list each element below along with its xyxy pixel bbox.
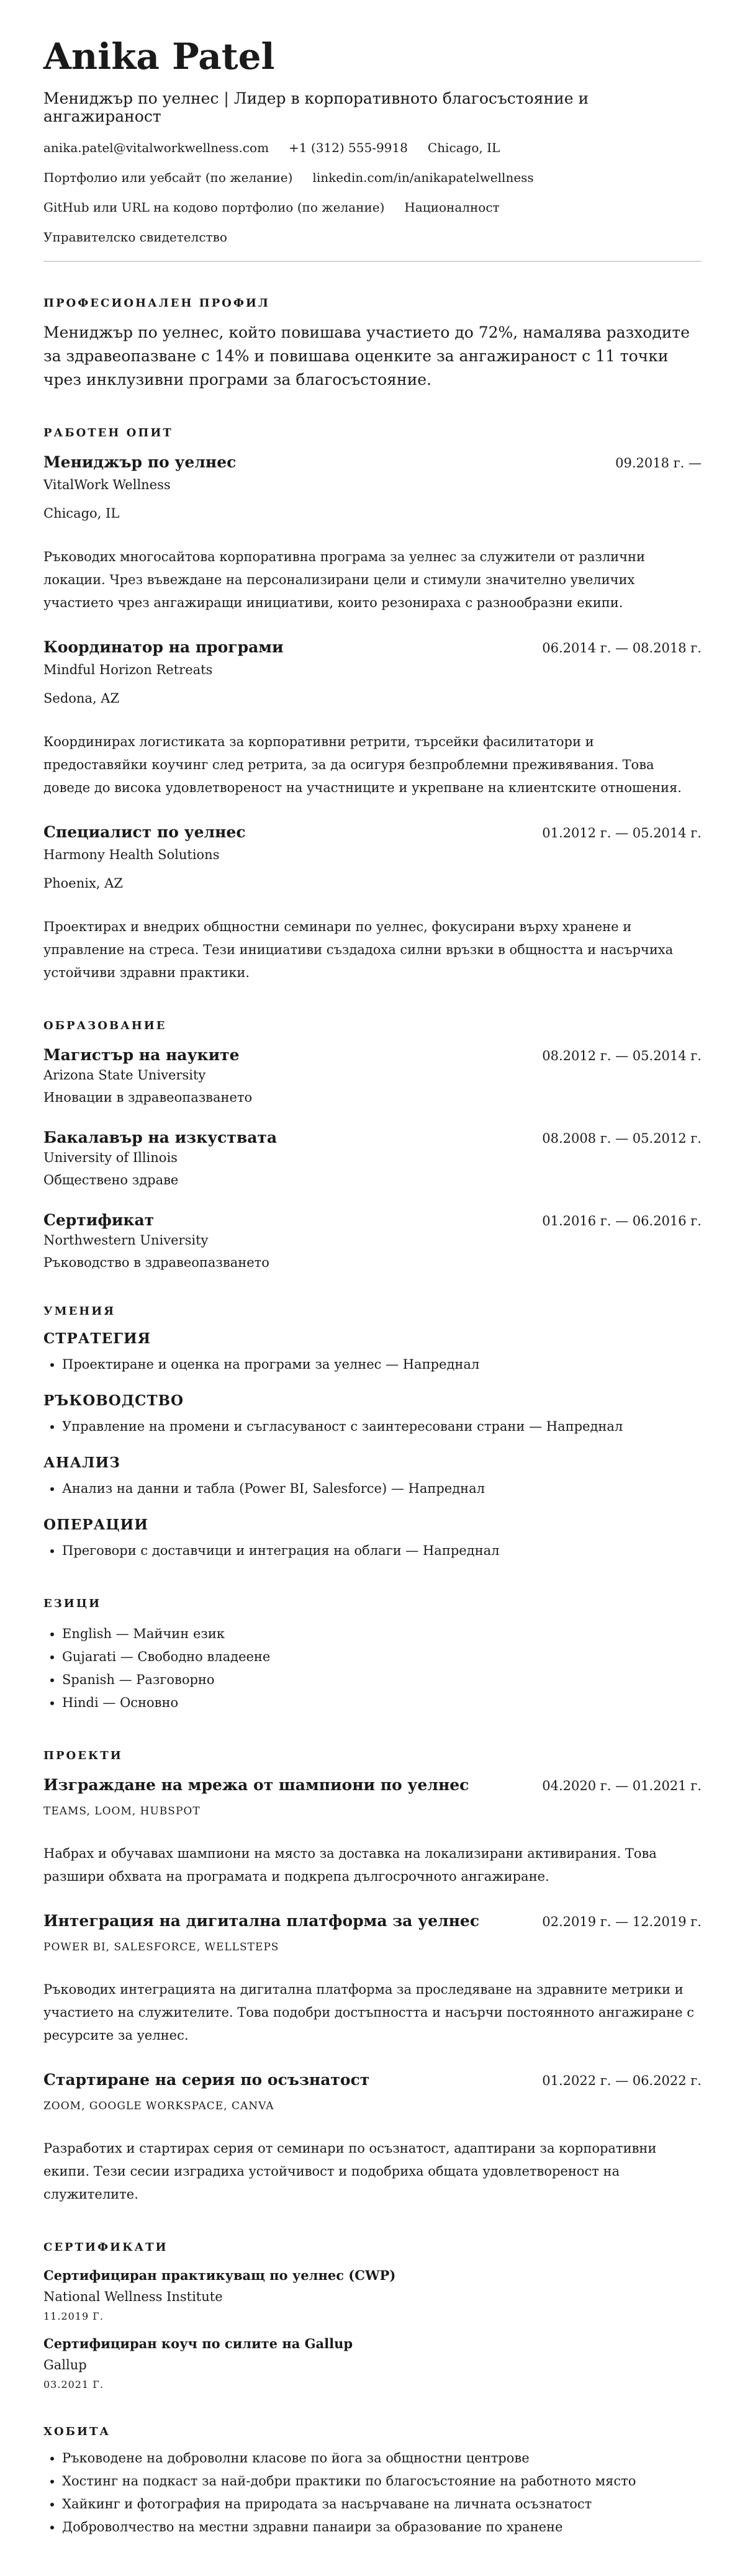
projects-section <box>43 1749 702 2206</box>
certificate-date: 03.2021 Г. <box>43 2378 104 2390</box>
section-title-skills: УМЕНИЯ <box>43 1304 116 1318</box>
resume-header <box>43 37 702 245</box>
contact-row-4 <box>43 230 702 245</box>
project-description: Разработих и стартирах серия от семинари по осъзнатост, адаптирани за корпоративни екипи. Тези сесии изградиха устойчивост и подобриха общата удовлетвореност на служителите. <box>43 2140 657 2202</box>
section-title-profile: ПРОФЕСИОНАЛЕН ПРОФИЛ <box>43 296 270 310</box>
contact-row-3 <box>43 200 702 215</box>
project-tech: POWER BI, SALESFORCE, WELLSTEPS <box>43 1940 279 1953</box>
experience-item <box>43 453 702 615</box>
education-section <box>43 1019 702 1270</box>
skill-list <box>43 1353 702 1376</box>
job-location: Phoenix, AZ <box>43 875 123 891</box>
nationality-text: Националност <box>404 199 500 215</box>
skill-category: АНАЛИЗ <box>43 1454 120 1471</box>
languages-section <box>43 1597 702 1714</box>
education-item <box>43 1211 702 1270</box>
skill-list <box>43 1477 702 1500</box>
experience-item <box>43 823 702 984</box>
job-description: Координирах логистиката за корпоративни ретрити, търсейки фасилитатори и предоставяйки коучинг след ретрита, за да осигуря безпроблемни преживявания. Това доведе до висока удовлетвореност на участниците и укрепване на клиентските отношения. <box>43 734 682 795</box>
linkedin-link[interactable]: linkedin.com/in/anikapatelwellness <box>312 169 534 185</box>
job-location: Sedona, AZ <box>43 690 120 706</box>
headline: Мениджър по уелнес | Лидер в корпоративното благосъстояние и ангажираност <box>43 89 589 125</box>
project-dates: 04.2020 г. — 01.2021 г. <box>542 1778 702 1793</box>
contact-row-1 <box>43 140 702 155</box>
certificate-item <box>43 2268 702 2322</box>
certificate-date: 11.2019 Г. <box>43 2310 104 2322</box>
hobby-item: • Хайкинг и фотография на природата за насърчаване на личната осъзнатост <box>62 2493 702 2516</box>
project-description: Ръководих интеграцията на дигитална платформа за проследяване на здравните метрики и участието на служителите. Това подобри достъпността и насърчи постоянното ангажиране с ресурсите за уелнес. <box>43 1981 694 2043</box>
job-title: Мениджър по уелнес <box>43 453 237 471</box>
degree-title: Магистър на науките <box>43 1045 240 1064</box>
job-dates: 06.2014 г. — 08.2018 г. <box>542 640 702 655</box>
education-dates: 01.2016 г. — 06.2016 г. <box>542 1213 702 1228</box>
language-item: • Spanish — Разговорно <box>62 1669 702 1691</box>
hobbies-section <box>43 2425 702 2539</box>
language-item: • Gujarati — Свободно владеене <box>62 1646 702 1669</box>
skill-category: СТРАТЕГИЯ <box>43 1330 151 1347</box>
project-item <box>43 1776 702 1888</box>
education-dates: 08.2008 г. — 05.2012 г. <box>542 1130 702 1146</box>
project-description: Набрах и обучавах шампиони на място за доставка на локализирани активирания. Това разшири обхвата на програмата и подкрепа дългосрочното ангажиране. <box>43 1845 657 1884</box>
project-dates: 01.2022 г. — 06.2022 г. <box>542 2073 702 2088</box>
candidate-name: Anika Patel <box>43 35 275 78</box>
project-name: Интеграция на дигитална платформа за уелнес <box>43 1911 480 1930</box>
skill-list <box>43 1539 702 1562</box>
hobby-item: • Доброволчество на местни здравни панаири за образование по хранене <box>62 2516 702 2539</box>
language-item: • English — Майчин език <box>62 1623 702 1646</box>
school-name: Northwestern University <box>43 1232 209 1248</box>
company-name: Mindful Horizon Retreats <box>43 662 213 677</box>
degree-title: Бакалавър на изкуствата <box>43 1128 278 1146</box>
certificates-section <box>43 2241 702 2390</box>
skill-category: ОПЕРАЦИИ <box>43 1516 148 1533</box>
experience-section <box>43 426 702 984</box>
hobby-list <box>43 2447 702 2539</box>
project-tech: ZOOM, GOOGLE WORKSPACE, CANVA <box>43 2099 274 2112</box>
education-item <box>43 1046 702 1105</box>
contact-row-2 <box>43 170 702 185</box>
skill-item: • Преговори с доставчици и интеграция на облаги — Напреднал <box>62 1539 702 1562</box>
field-of-study: Обществено здраве <box>43 1172 179 1187</box>
field-of-study: Ръководство в здравеопазването <box>43 1254 269 1270</box>
skill-category: РЪКОВОДСТВО <box>43 1392 184 1409</box>
job-location: Chicago, IL <box>43 505 120 521</box>
job-description: Ръководих многосайтова корпоративна програма за уелнес за служители от различни локации. Чрез въвеждане на персонализирани цели и стимули значително увеличих участието чрез ангажиращи инициативи, които резонираха с разнообразни екипи. <box>43 549 646 610</box>
certificate-item <box>43 2336 702 2390</box>
certificate-name: Сертифициран практикуващ по уелнес (CWP) <box>43 2267 396 2283</box>
company-name: VitalWork Wellness <box>43 477 171 492</box>
location-text: Chicago, IL <box>427 140 500 155</box>
job-dates: 01.2012 г. — 05.2014 г. <box>542 825 702 840</box>
school-name: Arizona State University <box>43 1067 206 1083</box>
hobby-item: • Хостинг на подкаст за най-добри практики по благосъстояние на работното място <box>62 2470 702 2493</box>
company-name: Harmony Health Solutions <box>43 847 220 862</box>
section-title-experience: РАБОТЕН ОПИТ <box>43 426 173 439</box>
profile-section <box>43 297 702 392</box>
degree-title: Сертификат <box>43 1210 155 1229</box>
github-link[interactable]: GitHub или URL на кодово портфолио (по желание) <box>43 199 385 215</box>
skill-item: • Управление на промени и съгласуваност с заинтересовани страни — Напреднал <box>62 1415 702 1438</box>
project-tech: TEAMS, LOOM, HUBSPOT <box>43 1804 201 1817</box>
project-dates: 02.2019 г. — 12.2019 г. <box>542 1914 702 1929</box>
license-text: Управителско свидетелство <box>43 229 227 245</box>
section-title-certificates: СЕРТИФИКАТИ <box>43 2240 168 2254</box>
experience-item <box>43 638 702 799</box>
skills-section <box>43 1305 702 1562</box>
portfolio-link[interactable]: Портфолио или уебсайт (по желание) <box>43 169 293 185</box>
language-list <box>43 1623 702 1714</box>
job-title: Специалист по уелнес <box>43 822 246 841</box>
certificate-issuer: Gallup <box>43 2357 87 2372</box>
job-title: Координатор на програми <box>43 637 284 656</box>
job-dates: 09.2018 г. — <box>615 455 702 471</box>
skill-item: • Проектиране и оценка на програми за уелнес — Напреднал <box>62 1353 702 1376</box>
section-title-education: ОБРАЗОВАНИЕ <box>43 1019 167 1032</box>
phone-text: +1 (312) 555-9918 <box>289 140 408 155</box>
certificate-issuer: National Wellness Institute <box>43 2289 223 2304</box>
section-title-projects: ПРОЕКТИ <box>43 1749 123 1762</box>
header-divider <box>43 261 702 262</box>
certificate-name: Сертифициран коуч по силите на Gallup <box>43 2335 353 2351</box>
field-of-study: Иновации в здравеопазването <box>43 1089 253 1105</box>
school-name: University of Illinois <box>43 1150 178 1165</box>
education-dates: 08.2012 г. — 05.2014 г. <box>542 1048 702 1063</box>
skill-item: • Анализ на данни и табла (Power BI, Salesforce) — Напреднал <box>62 1477 702 1500</box>
job-description: Проектирах и внедрих общностни семинари по уелнес, фокусирани върху хранене и управление на стреса. Тези инициативи създадоха силни връзки в общността и насърчиха устойчиви здравни практики. <box>43 919 674 980</box>
project-name: Изграждане на мрежа от шампиони по уелнес <box>43 1775 469 1794</box>
hobby-item: • Ръководене на доброволни класове по йога за общностни центрове <box>62 2447 702 2470</box>
language-item: • Hindi — Основно <box>62 1691 702 1714</box>
project-item <box>43 1912 702 2047</box>
section-title-languages: ЕЗИЦИ <box>43 1596 102 1610</box>
skill-list <box>43 1415 702 1438</box>
project-item <box>43 2071 702 2206</box>
section-title-hobbies: ХОБИТА <box>43 2425 111 2438</box>
education-item <box>43 1128 702 1187</box>
profile-summary: Мениджър по уелнес, който повишава участието до 72%, намалява разходите за здравеопазване с 14% и повишава оценките за ангажираност с 11 точки чрез инклузивни програми за благосъстояние. <box>43 323 690 389</box>
project-name: Стартиране на серия по осъзнатост <box>43 2070 370 2089</box>
email-link[interactable]: anika.patel@vitalworkwellness.com <box>43 140 269 155</box>
